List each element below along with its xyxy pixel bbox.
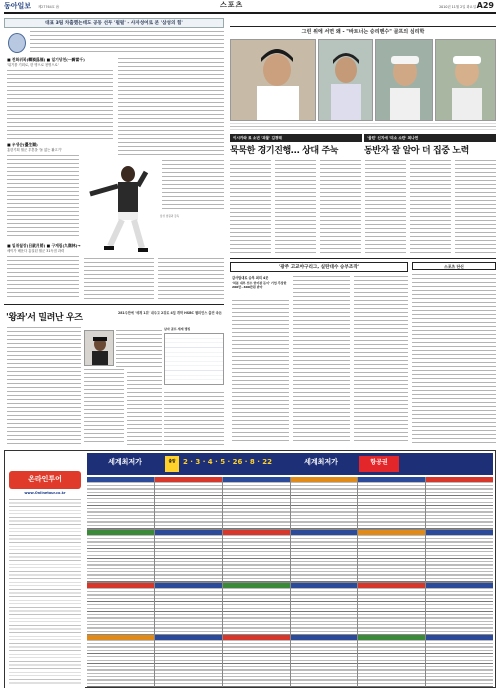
- item-2-heading: ■ 우생순(優生順): [7, 142, 38, 147]
- divider: [4, 304, 224, 305]
- page-header: [4, 0, 496, 14]
- newspaper-logo: 동아일보: [4, 1, 32, 10]
- ad-cell[interactable]: [426, 635, 493, 687]
- woods-body-4: [127, 372, 162, 445]
- brief-body: [412, 274, 496, 444]
- lions-emblem-icon: [8, 33, 26, 53]
- ad-cell[interactable]: [291, 583, 358, 635]
- woods-photo: [84, 330, 114, 366]
- ad-dates: 2 · 3 · 4 · 5 · 26 · 8 · 22: [183, 458, 273, 466]
- golf-photo-2: [318, 39, 373, 121]
- woods-body-3: [116, 330, 162, 370]
- ad-brand-panel: [5, 451, 85, 689]
- woods-kicker: 281주만에 '세계 1위' 내주고 2위로 4일 개막 HSBC 챔피언스 출전 속돈: [118, 311, 222, 315]
- ad-cell[interactable]: [358, 583, 425, 635]
- golf-photo-4: [435, 39, 496, 121]
- item-3-body-3: [158, 258, 224, 300]
- woods-body-5: [164, 392, 224, 445]
- samsung-headline: 대표 3팀 차출했는데도 공동 선두 '펄펄' - 사자성어로 본 '삼성의 힘': [4, 18, 224, 28]
- item-1-heading: ■ 전화위복(轉禍爲福) ■ 일기당천(一騎當千): [7, 57, 85, 62]
- baseball-body-3: [354, 276, 408, 444]
- ranking-table-rows: [164, 333, 224, 385]
- article-lead: [30, 31, 224, 55]
- divider-2: [230, 258, 496, 259]
- golf-photo-caption: [230, 123, 496, 131]
- baseball-sub-2: '처분 내부 선수 얻어관 돈이' 기업 주장한 200만~600만원 받아: [232, 281, 287, 289]
- ad-listings-grid: [87, 477, 493, 687]
- golf-col1-label: 이시카와 료 소년 '괴물' 김경태: [230, 134, 362, 142]
- ad-cell[interactable]: [87, 635, 154, 687]
- ad-banner-text-2: 세계최저가: [304, 458, 338, 466]
- ad-cell[interactable]: [87, 530, 154, 582]
- item-2-body-cont: [162, 160, 224, 210]
- travel-ad: [4, 450, 496, 688]
- ad-cell[interactable]: [223, 583, 290, 635]
- golf-body-4: [365, 160, 406, 254]
- woods-body-2: [84, 369, 124, 445]
- ad-cell[interactable]: [426, 583, 493, 635]
- golf-body-3: [320, 160, 361, 254]
- ranking-table: [164, 328, 224, 388]
- section-title: 스포츠: [220, 1, 244, 9]
- ad-banner: [87, 453, 493, 475]
- golf-photo-1: [230, 39, 316, 121]
- item-1-body: [7, 70, 113, 140]
- ad-cell[interactable]: [426, 530, 493, 582]
- photo-caption: 삼성 임원과 감독: [160, 215, 180, 218]
- ad-cell[interactable]: [358, 477, 425, 529]
- ad-cell[interactable]: [358, 530, 425, 582]
- ad-airfare-label: 항공권: [359, 456, 399, 472]
- ad-cell[interactable]: [358, 635, 425, 687]
- ad-brand-list: [9, 499, 81, 685]
- item-3-heading: ■ 일취월장(日就月將) ■ 구계림(九階林)→: [7, 243, 81, 248]
- page-number: A29: [476, 1, 494, 10]
- golf-photo-3: [375, 39, 433, 121]
- item-3-sub: 세이가 배운다 흥걸된 월군 31득점 과력: [7, 249, 65, 253]
- issue-number: 제27764호 ㊃: [38, 5, 60, 9]
- ad-cell[interactable]: [155, 583, 222, 635]
- golf-col2-headline: 동반자 잘 알아 더 집중 노력: [364, 146, 469, 156]
- golf-feature-title: 그린 위에 서면 왜 - "바트너는 승리멘수" 골프의 심리학: [230, 26, 496, 36]
- woods-body-1: [7, 327, 81, 445]
- ad-banner-text-1: 세계최저가: [108, 458, 142, 466]
- baseball-sub-1: 감사팀대로 승부 최리 4곳: [232, 276, 269, 280]
- ad-cell[interactable]: [155, 477, 222, 529]
- brief-title: 스포츠 단신: [412, 262, 496, 270]
- ad-cell[interactable]: [155, 530, 222, 582]
- golf-body-6: [455, 160, 496, 254]
- ad-cell[interactable]: [426, 477, 493, 529]
- ad-date-label: 출발: [165, 456, 179, 472]
- ad-cell[interactable]: [223, 477, 290, 529]
- ranking-table-title: 남자 골프 세계 랭킹: [164, 327, 191, 331]
- coach-photo: [80, 160, 160, 256]
- ad-cell[interactable]: [87, 583, 154, 635]
- item-3-body-2: [84, 258, 154, 300]
- golf-col2-label: '골린' 신지애 '미소 소란' 최나연: [364, 134, 496, 142]
- ad-cell[interactable]: [223, 530, 290, 582]
- item-2-body: [7, 155, 79, 239]
- ad-cell[interactable]: [155, 635, 222, 687]
- golf-body-5: [410, 160, 451, 254]
- ad-cell[interactable]: [223, 635, 290, 687]
- baseball-body-2: [293, 276, 350, 444]
- ad-website: www.Onlinetour.co.kr: [24, 491, 66, 495]
- ad-cell[interactable]: [291, 530, 358, 582]
- ad-brand-name: 온라인투어: [9, 471, 81, 489]
- ad-cell[interactable]: [291, 635, 358, 687]
- item-1-body-cont: [118, 58, 224, 158]
- item-1-sub: '위기를 기회로, 한 명으로 천명으로': [7, 63, 59, 67]
- issue-date: 2010년 11월 2일 화요일: [439, 5, 476, 9]
- item-3-body: [7, 256, 79, 300]
- golf-col1-headline: 묵묵한 경기진행… 상대 주눅: [230, 146, 339, 156]
- golf-body-1: [230, 160, 271, 254]
- ad-cell[interactable]: [291, 477, 358, 529]
- baseball-headline: '광주 고교야구리그, 실탄대수 승부조작': [230, 262, 408, 272]
- item-2-sub: 흥한기획 월군 투혼을 '돌 없는 활고기': [7, 148, 62, 152]
- ad-cell[interactable]: [87, 477, 154, 529]
- woods-headline: '왕좌'서 밀려난 우즈: [6, 313, 83, 323]
- baseball-body-1: [232, 300, 289, 444]
- golf-body-2: [275, 160, 316, 254]
